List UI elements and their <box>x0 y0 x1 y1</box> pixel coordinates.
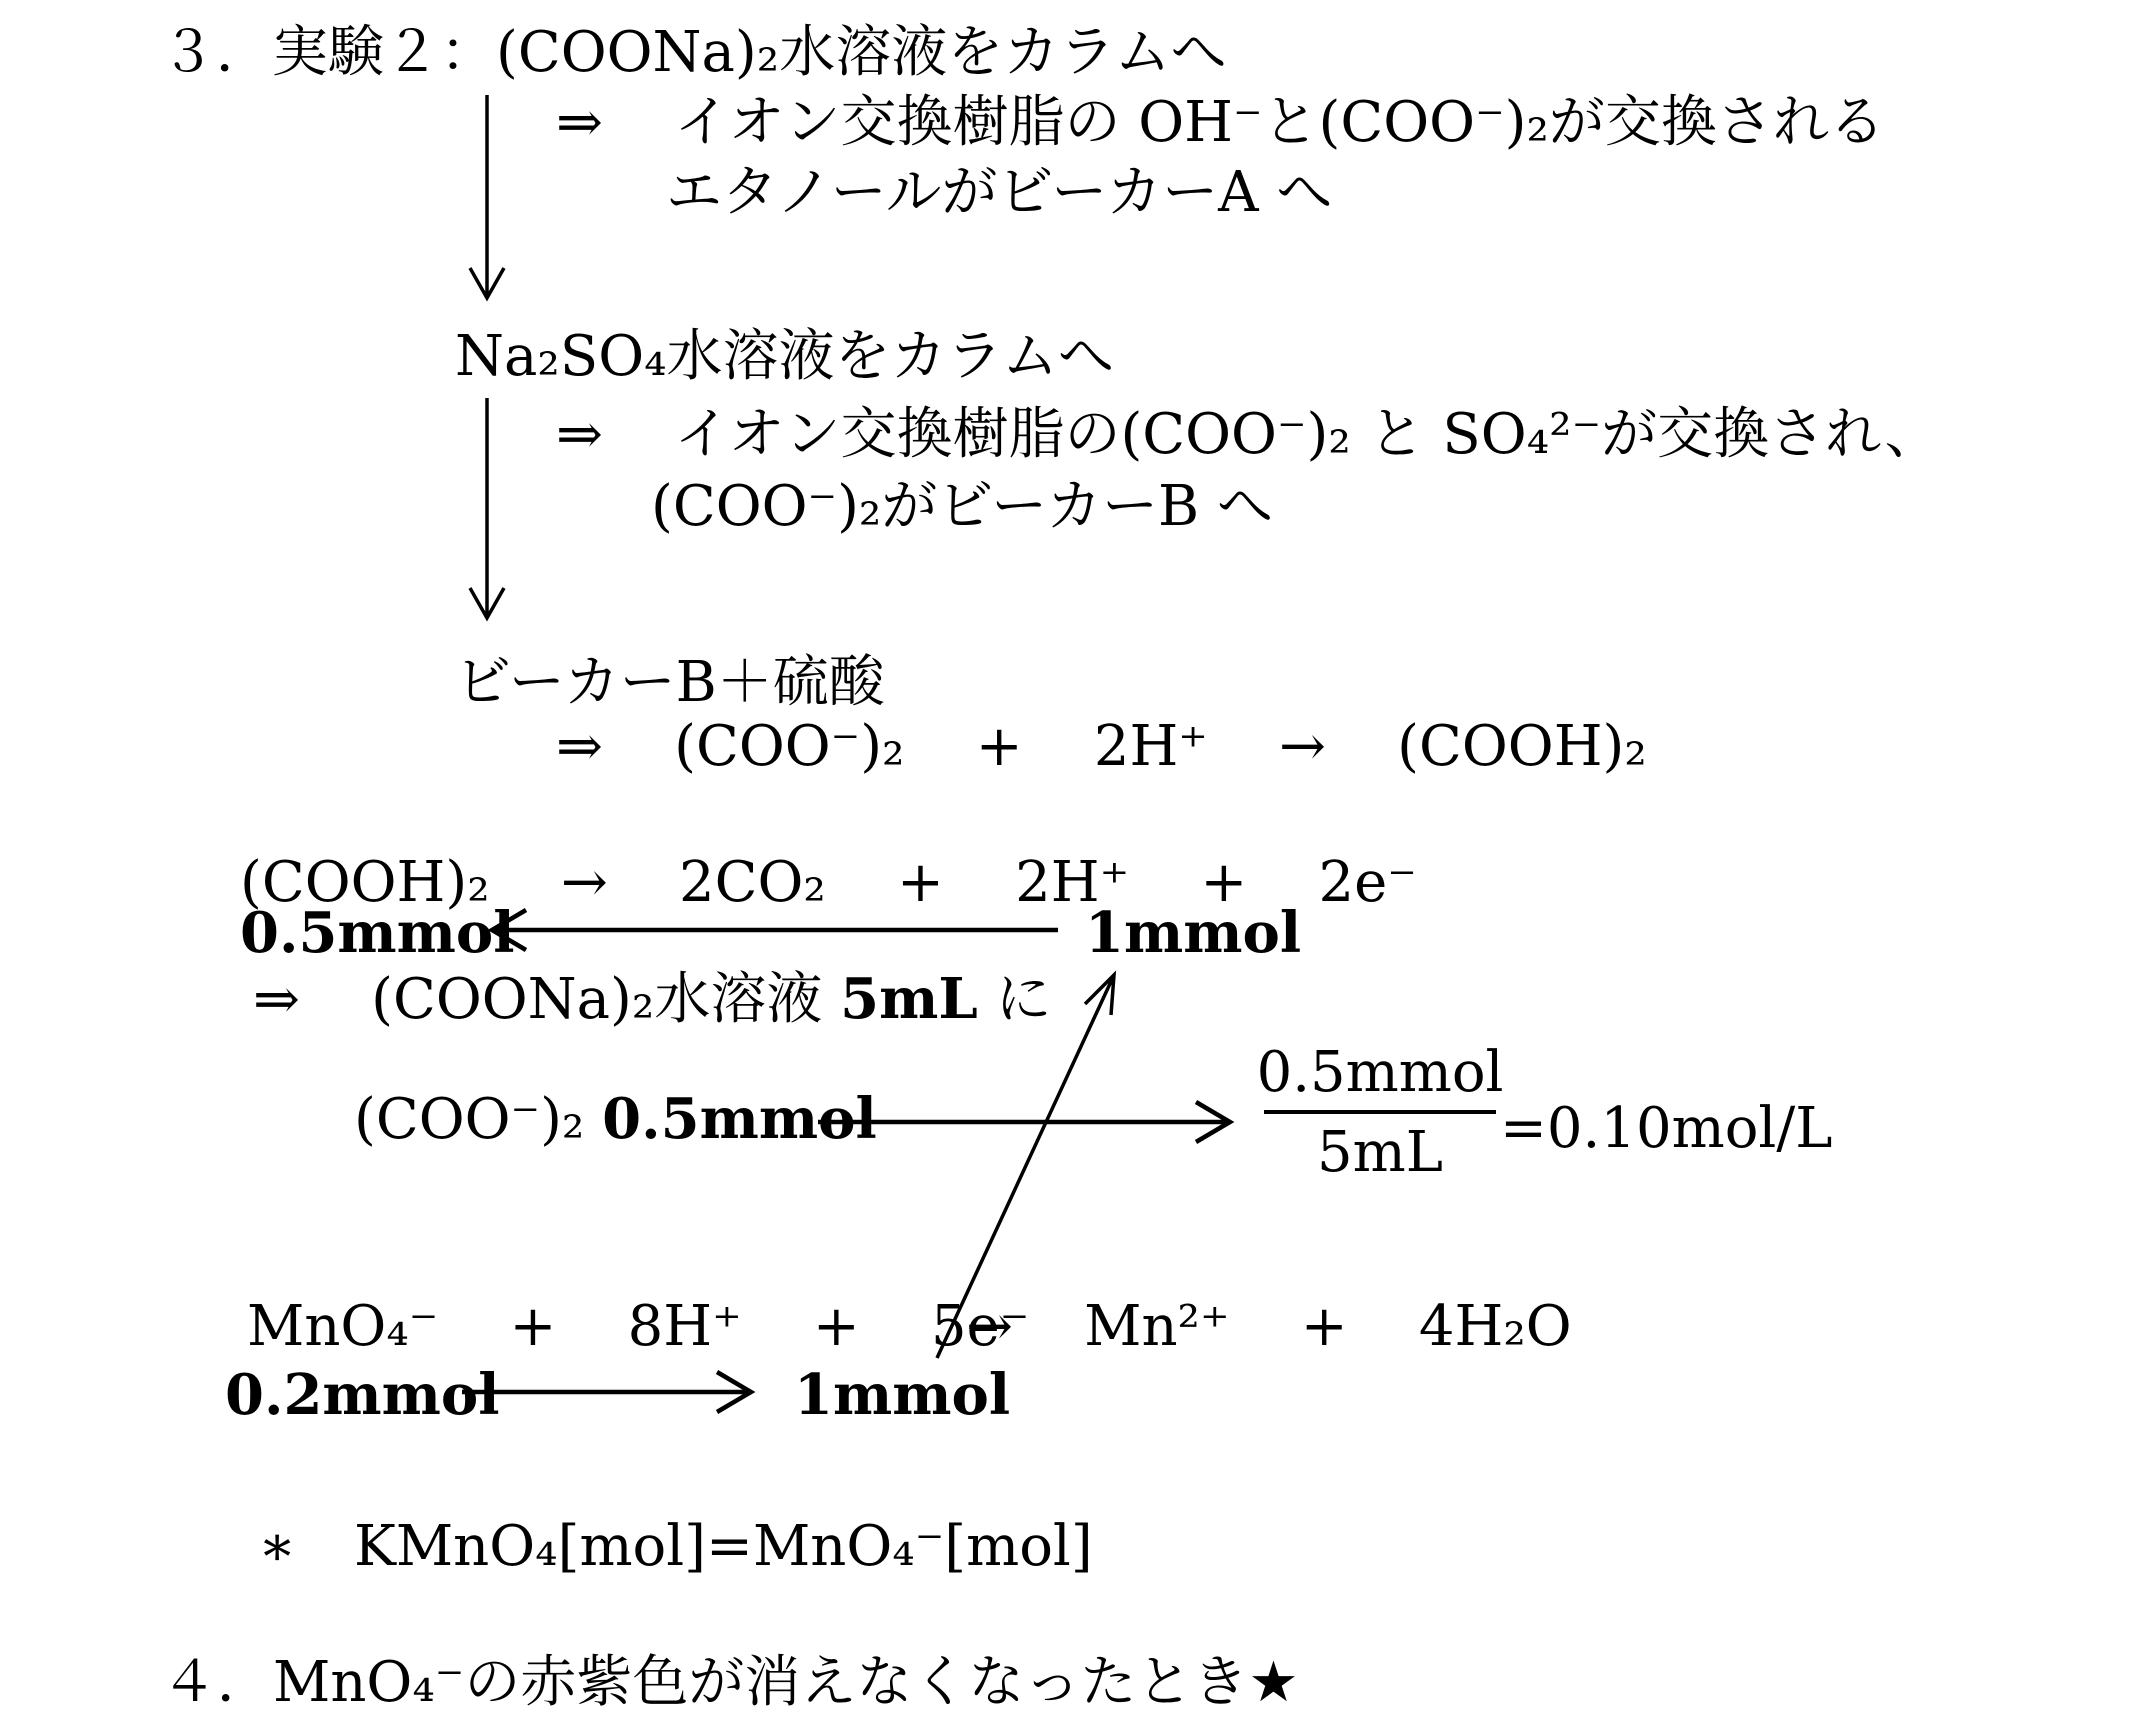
section3-heading: ３．実験２：(COONa)₂水溶液をカラムへ <box>160 20 1227 85</box>
oxalate-amount-line <box>354 1088 877 1152</box>
permanganate-amount: 0.2mmol <box>225 1362 500 1428</box>
asterisk-bullet: ∗ <box>258 1514 297 1579</box>
step1-note-ethanol: エタノールがビーカーA へ <box>666 160 1333 225</box>
step1-note-exchange: ⇒ イオン交換樹脂の OH⁻と(COO⁻)₂が交換される <box>556 90 1885 155</box>
oxalic-acid-amount: 0.5mmol <box>240 900 515 966</box>
mol-ratio-left-arrow <box>492 910 1058 950</box>
oxidation-half-equation: (COOH)₂ → 2CO₂ + 2H⁺ + 2e⁻ <box>240 850 1417 915</box>
concentration-result: =0.10mol/L <box>1500 1096 1833 1161</box>
step3-label-beakerB-sulfuric: ビーカーB＋硫酸 <box>455 650 885 715</box>
oxalate-amount: 0.5mmol <box>602 1086 877 1152</box>
concentration-intro <box>253 968 1052 1032</box>
reduction-half-equation-rhs: → Mn²⁺ + 4H₂O <box>966 1294 1572 1359</box>
electron-amount-reduction: 1mmol <box>794 1362 1011 1428</box>
permanganate-ratio-right-arrow <box>462 1372 751 1412</box>
concentration-fraction <box>1256 1040 1504 1185</box>
reduction-half-equation-lhs: MnO₄⁻ + 8H⁺ + 5e⁻ <box>247 1294 1030 1359</box>
step2-label-na2so4: Na₂SO₄水溶液をカラムへ <box>455 324 1114 389</box>
step2-note-beakerB: (COO⁻)₂がビーカーB へ <box>651 474 1273 539</box>
concentration-intro-suffix: に <box>977 967 1052 1032</box>
fraction-numerator: 0.5mmol <box>1256 1040 1504 1105</box>
oxalate-species: (COO⁻)₂ <box>354 1087 603 1152</box>
dilution-right-arrow <box>818 1102 1230 1142</box>
electron-amount-oxidation: 1mmol <box>1085 900 1302 966</box>
section4-heading: ４．MnO₄⁻の赤紫色が消えなくなったとき★ <box>161 1650 1299 1715</box>
fraction-denominator: 5mL <box>1317 1119 1443 1185</box>
solution-volume: 5mL <box>840 966 978 1032</box>
flow-down-arrow-2 <box>470 398 504 618</box>
concentration-intro-prefix: ⇒ (COONa)₂水溶液 <box>253 967 841 1032</box>
step3-protonation-equation: ⇒ (COO⁻)₂ + 2H⁺ → (COOH)₂ <box>556 714 1647 779</box>
kmno4-mol-note: KMnO₄[mol]=MnO₄⁻[mol] <box>354 1514 1093 1579</box>
step2-note-exchange: ⇒ イオン交換樹脂の(COO⁻)₂ と SO₄²⁻が交換され、 <box>556 402 1941 467</box>
flow-down-arrow-1 <box>470 95 504 298</box>
fraction-bar <box>1264 1110 1496 1114</box>
